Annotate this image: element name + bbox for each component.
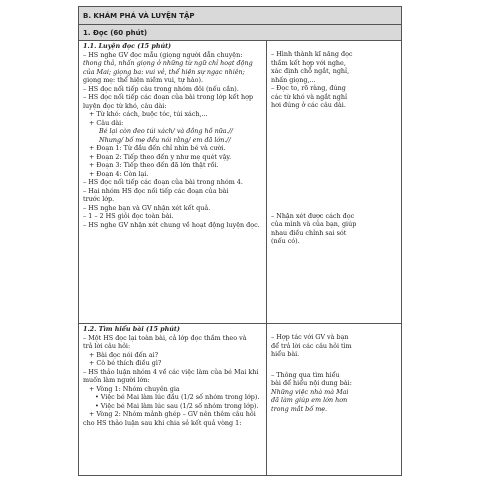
part1-goal-line: (nếu có). (271, 237, 300, 245)
part1-goal-line: các từ khó và ngắt nghỉ (271, 92, 348, 101)
part1-line: – HS đọc nối tiếp câu trong nhóm đôi (nếu cần). (83, 84, 239, 93)
part1-goal-line: nhau điều chỉnh sai sót (271, 228, 347, 237)
part2-goal-line: để trả lời các câu hỏi tìm (271, 341, 352, 350)
part2-line: trả lời câu hỏi: (83, 342, 131, 350)
part2-line: – HS thảo luận nhóm 4 về các việc làm của bé Mai khi (83, 367, 259, 376)
part1-line: + Đoạn 3: Tiếp theo đến đã lớn thật rồi. (89, 161, 219, 169)
part1-line: – HS đọc nối tiếp các đoạn của bài trong nhóm 4. (83, 178, 243, 186)
part1-line: Bé lại còn đeo túi xách/ và đồng hồ nữa.// (99, 127, 233, 135)
part1-line: + Đoạn 4: Còn lại. (89, 169, 149, 178)
part2-title: 1.2. Tìm hiểu bài (15 phút) (83, 325, 180, 333)
part1-goal-line: hơi đúng ở các câu dài. (271, 101, 346, 109)
part1-line: + Đoạn 1: Từ đầu đến chỉ nhìn bé và cười. (89, 144, 226, 152)
part1-goal-line: – Hình thành kĩ năng đọc (271, 50, 353, 58)
part1-line: + Câu dài: (89, 118, 124, 127)
part1-line: – HS nghe bạn và GV nhận xét kết quả. (83, 203, 211, 212)
part1-line: – Hai nhóm HS đọc nối tiếp các đoạn của bài (83, 186, 229, 195)
part2-line: cho HS thảo luận sau khi chia sẻ kết quả vòng 1: (83, 418, 242, 427)
part1-line: luyện đọc từ khó, câu dài: (83, 101, 167, 110)
part1-goal-line: – Nhận xét được cách đọc (271, 211, 355, 220)
part1-left-cell (79, 41, 267, 324)
part2-goal-line: Những việc nhà mà Mai (271, 387, 349, 396)
part1-line: + Đoạn 2: Tiếp theo đến y như mẹ quét vậy. (89, 152, 232, 161)
part2-line: + Vòng 1: Nhóm chuyên gia (89, 384, 180, 393)
part1-line: – HS đọc nối tiếp các đoạn của bài trong lớp kết hợp (83, 93, 254, 101)
part2-goal-line: hiểu bài. (271, 350, 300, 358)
part1-line: của Mai; giọng ba: vui vẻ, thể hiện sự ngạc nhiên; (83, 67, 245, 76)
part1-title: 1.1. Luyện đọc (15 phút) (83, 42, 172, 50)
part1-line: + Từ khó: cách, buộc tóc, túi xách,... (89, 110, 208, 118)
part2-line: + Bài đọc nói đến ai? (89, 350, 159, 359)
part1-line: thong thả, nhấn giọng ở những từ ngữ chỉ hoạt động (83, 59, 253, 67)
part2-goal-line: bài để hiểu nội dung bài: (271, 379, 352, 387)
subheader: 1. Đọc (60 phút) (79, 25, 401, 41)
part2-goal-line: đã làm giúp em lớn hơn (271, 396, 348, 404)
part2-line: + Vòng 2: Nhóm mảnh ghép – GV nên thêm câu hỏi (89, 410, 256, 418)
part1-line: giọng mẹ: thể hiện niềm vui, tự hào). (83, 76, 204, 84)
part2-line: – Một HS đọc lại toàn bài, cả lớp đọc thầm theo và (83, 333, 247, 342)
part2-goal-line: – Hợp tác với GV và bạn (271, 333, 349, 341)
part1-line: – 1 – 2 HS giỏi đọc toàn bài. (83, 212, 174, 220)
part1-line: trước lớp. (83, 195, 115, 203)
part2-left-cell (79, 324, 267, 476)
part1-line: – HS nghe GV nhận xét chung về hoạt động luyện đọc. (83, 220, 260, 229)
part2-line: • Việc bé Mai làm lúc sau (1/2 số nhóm trong lớp). (95, 401, 259, 410)
part2-line: muốn làm người lớn: (83, 376, 150, 384)
part2-right-cell (267, 324, 401, 476)
part2-goal-line: – Thông qua tìm hiểu (271, 370, 340, 379)
part1-goal-line: nhấn giọng,... (271, 75, 316, 84)
part1-line: – HS nghe GV đọc mẫu (giọng người dẫn chuyện: (83, 50, 243, 59)
part1-line: Nhưng/ bố mẹ đều nói rằng/ em đã lớn.// (99, 135, 231, 144)
part2-goal-line: trong mắt bố mẹ. (271, 404, 328, 413)
part1-goal-line: xác định chỗ ngắt, nghỉ, (271, 67, 350, 75)
part2-line: • Việc bé Mai làm lúc đầu (1/2 số nhóm trong lớp). (95, 393, 260, 401)
part1-goal-line: thầm kết hợp với nghe, (271, 58, 346, 67)
lesson-table (78, 6, 402, 476)
part2-line: + Cô bé thích điều gì? (89, 359, 162, 367)
section-header: B. KHÁM PHÁ VÀ LUYỆN TẬP (79, 7, 401, 25)
part1-goal-line: của mình và của bạn, giúp (271, 220, 357, 228)
part1-right-cell (267, 41, 401, 324)
part1-goal-line: – Đọc to, rõ ràng, đúng (271, 84, 346, 92)
